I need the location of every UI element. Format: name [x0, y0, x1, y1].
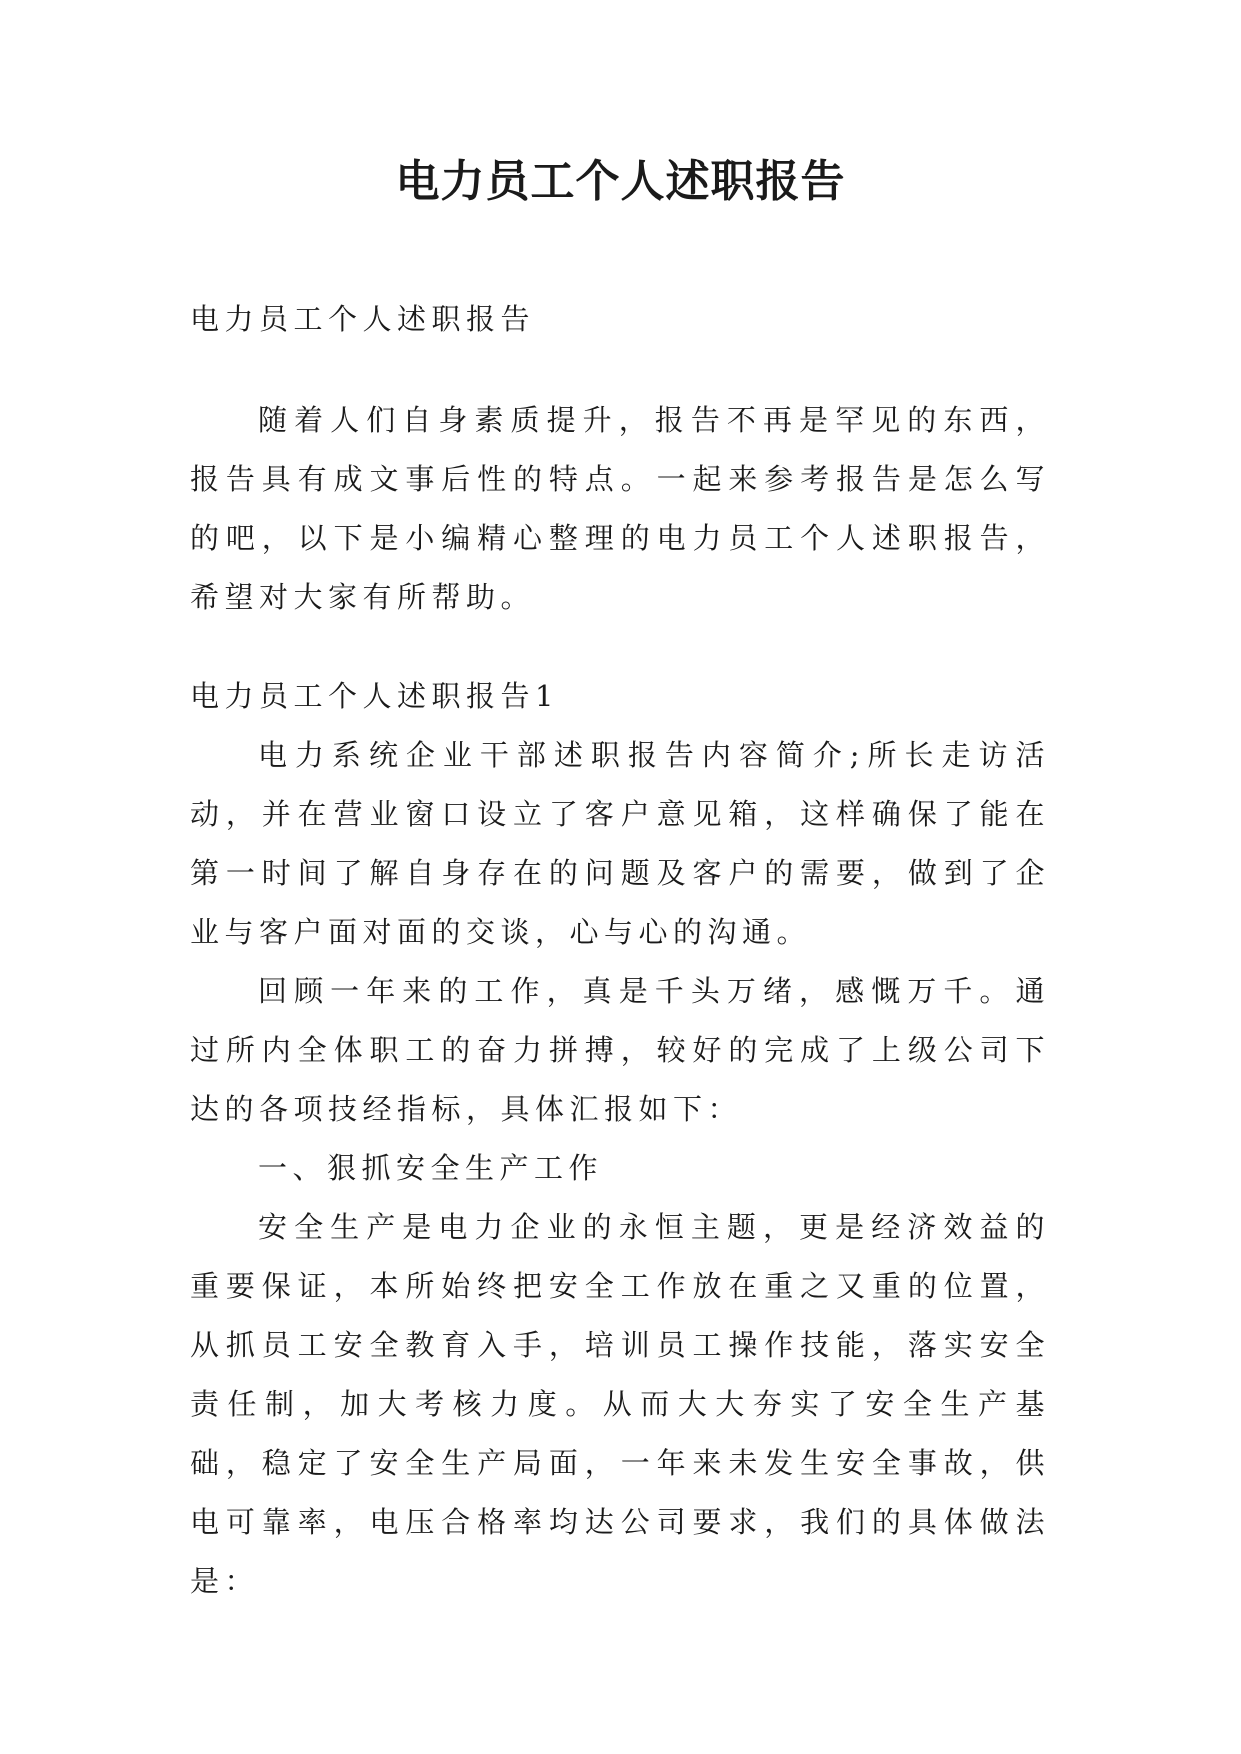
document-title: 电力员工个人述职报告 [395, 156, 846, 207]
intro-paragraph: 随着人们自身素质提升，报告不再是罕见的东西，报告具有成文事后性的特点。一起来参考报告是怎么写的吧，以下是小编精心整理的电力员工个人述职报告，希望对大家有所帮助。 [190, 403, 1050, 614]
body-paragraph: 回顾一年来的工作，真是千头万绪，感慨万千。通过所内全体职工的奋力拼搏，较好的完成了上级公司下达的各项技经指标，具体汇报如下： [190, 974, 1050, 1126]
subsection-heading: 一、狠抓安全生产工作 [258, 1151, 604, 1185]
section-heading: 电力员工个人述职报告1 [190, 679, 559, 713]
body-paragraph: 电力系统企业干部述职报告内容简介;所长走访活动，并在营业窗口设立了客户意见箱，这样确保了能在第一时间了解自身存在的问题及客户的需要，做到了企业与客户面对面的交谈，心与心的沟通。 [190, 738, 1050, 949]
document-body [190, 290, 1050, 1611]
subtitle-paragraph: 电力员工个人述职报告 [190, 302, 536, 336]
body-paragraph: 安全生产是电力企业的永恒主题，更是经济效益的重要保证，本所始终把安全工作放在重之又重的位置，从抓员工安全教育入手，培训员工操作技能，落实安全责任制，加大考核力度。从而大大夯实了安全生产基础，稳定了安全生产局面，一年来未发生安全事故，供电可靠率，电压合格率均达公司要求，我们的具体做法是： [190, 1210, 1050, 1598]
